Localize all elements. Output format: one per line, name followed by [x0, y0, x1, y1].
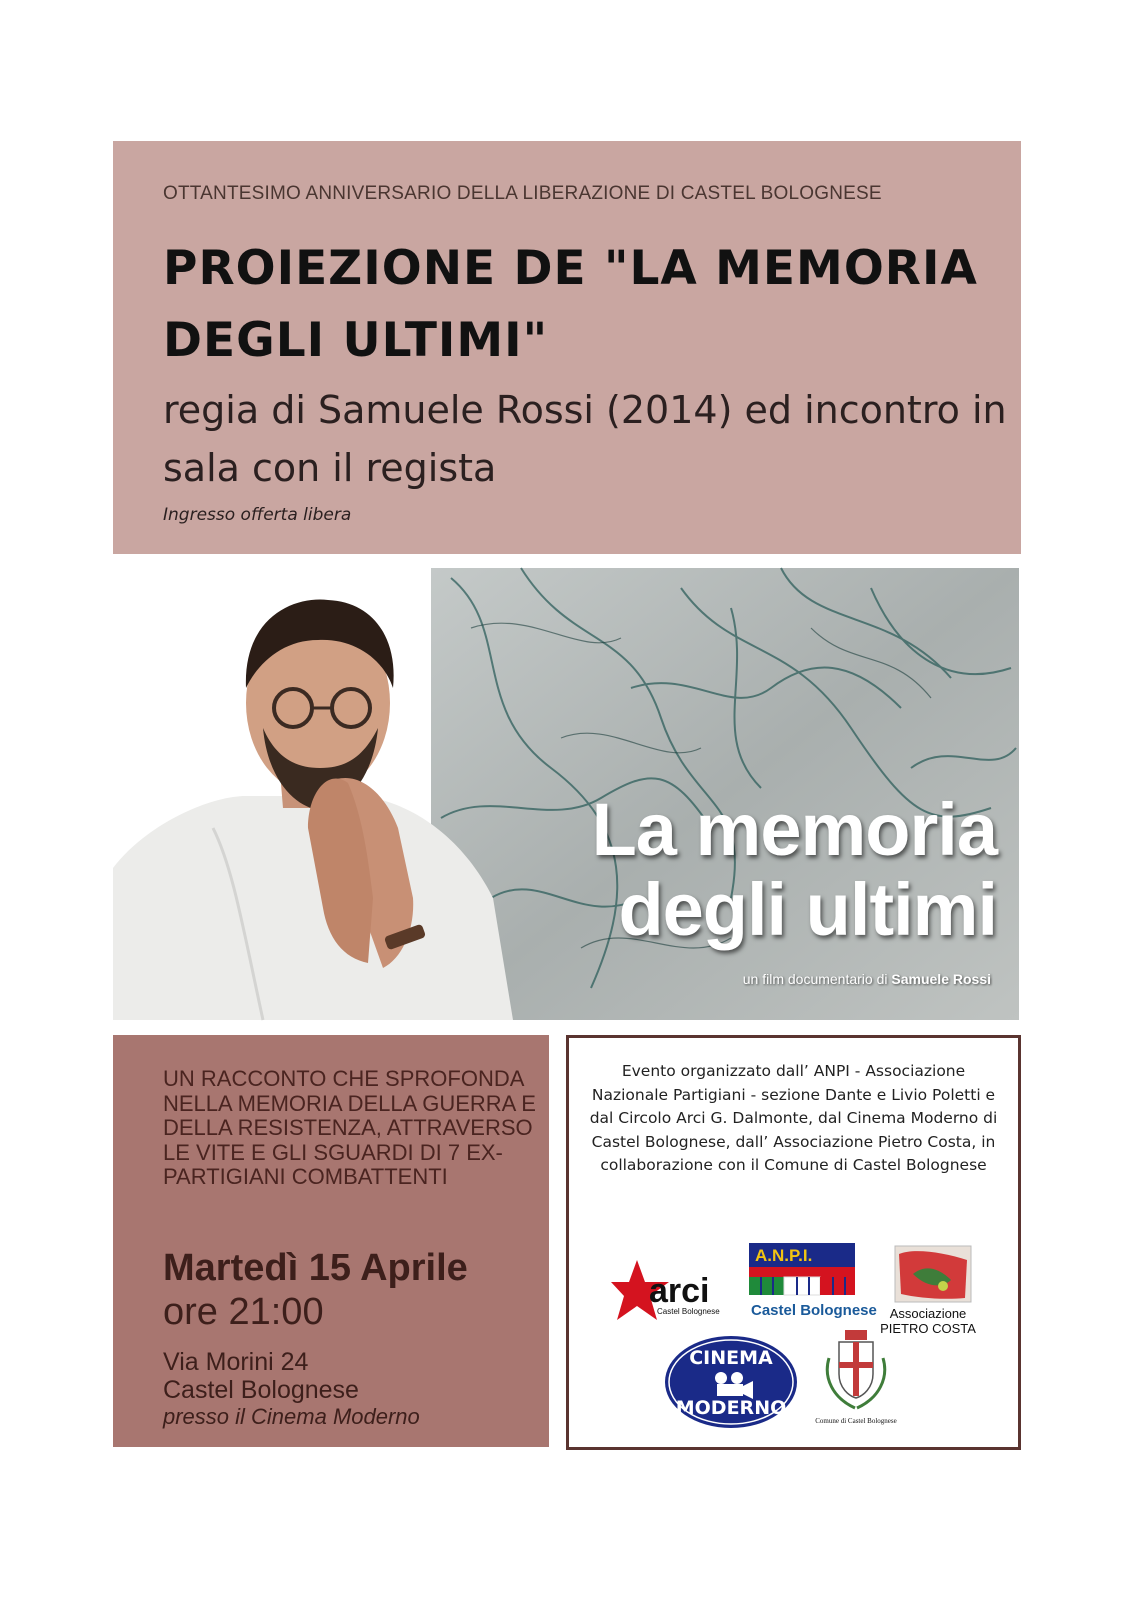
event-details-box: [113, 1035, 549, 1447]
film-tagline: UN RACCONTO CHE SPROFONDA NELLA MEMORIA DELLA GUERRA E DELLA RESISTENZA, ATTRAVERSO LE VITE E GLI SGUARDI DI 7 EX-PARTIGIANI COMBATTENTI: [163, 1066, 536, 1189]
film-poster-image: [113, 568, 1019, 1020]
comune-caption: Comune di Castel Bolognese: [815, 1417, 897, 1425]
poster-credit: [743, 971, 991, 987]
anpi-logo-subtext: Castel Bolognese: [751, 1302, 877, 1319]
event-title: PROIEZIONE DE "LA MEMORIA DEGLI ULTIMI": [163, 241, 978, 368]
arci-logo-text: arci: [649, 1272, 710, 1310]
event-subtitle: regia di Samuele Rossi (2014) ed incontro in sala con il regista: [163, 388, 1007, 490]
pietro-costa-caption-2: PIETRO COSTA: [880, 1321, 976, 1336]
poster-title-line2: degli ultimi: [618, 868, 997, 951]
director-portrait: [113, 568, 513, 1020]
comune-crest-logo: [815, 1328, 897, 1426]
organizers-box: [566, 1035, 1021, 1450]
pietro-costa-logo: [873, 1244, 983, 1336]
anniversary-overline: OTTANTESIMO ANNIVERSARIO DELLA LIBERAZIONE DI CASTEL BOLOGNESE: [163, 183, 882, 204]
poster-title-line1: La memoria: [591, 788, 997, 871]
address-street: Via Morini 24: [163, 1348, 309, 1376]
cinema-logo-top-text: CINEMA: [689, 1347, 773, 1369]
arci-logo-subtext: Castel Bolognese: [657, 1307, 720, 1316]
event-venue: presso il Cinema Moderno: [163, 1404, 420, 1429]
cinema-moderno-logo: [663, 1334, 799, 1430]
header-box: [113, 141, 1021, 554]
poster-credit-name: Samuele Rossi: [891, 971, 991, 987]
cinema-logo-bottom-text: MODERNO: [675, 1397, 787, 1419]
event-date: Martedì 15 Aprile: [163, 1247, 468, 1289]
address-town: Castel Bolognese: [163, 1376, 359, 1404]
anpi-logo: [747, 1241, 877, 1321]
poster-film-title: [592, 790, 997, 950]
poster-background: [431, 568, 1019, 1020]
poster-credit-prefix: un film documentario di: [742, 971, 888, 987]
anpi-logo-text: A.N.P.I.: [755, 1246, 813, 1265]
entry-note: Ingresso offerta libera: [163, 505, 352, 525]
arci-logo: [611, 1256, 733, 1334]
pietro-costa-caption-1: Associazione: [889, 1306, 967, 1321]
organizers-text: Evento organizzato dall’ ANPI - Associazione Nazionale Partigiani - sezione Dante e Livio Poletti e dal Circolo Arci G. Dalmonte, dal Cinema Moderno di Castel Bolognese, dall’ Associazione Pietro Costa, in collaborazione con il Comune di Castel Bolognese: [589, 1062, 998, 1174]
event-time: ore 21:00: [163, 1291, 324, 1333]
